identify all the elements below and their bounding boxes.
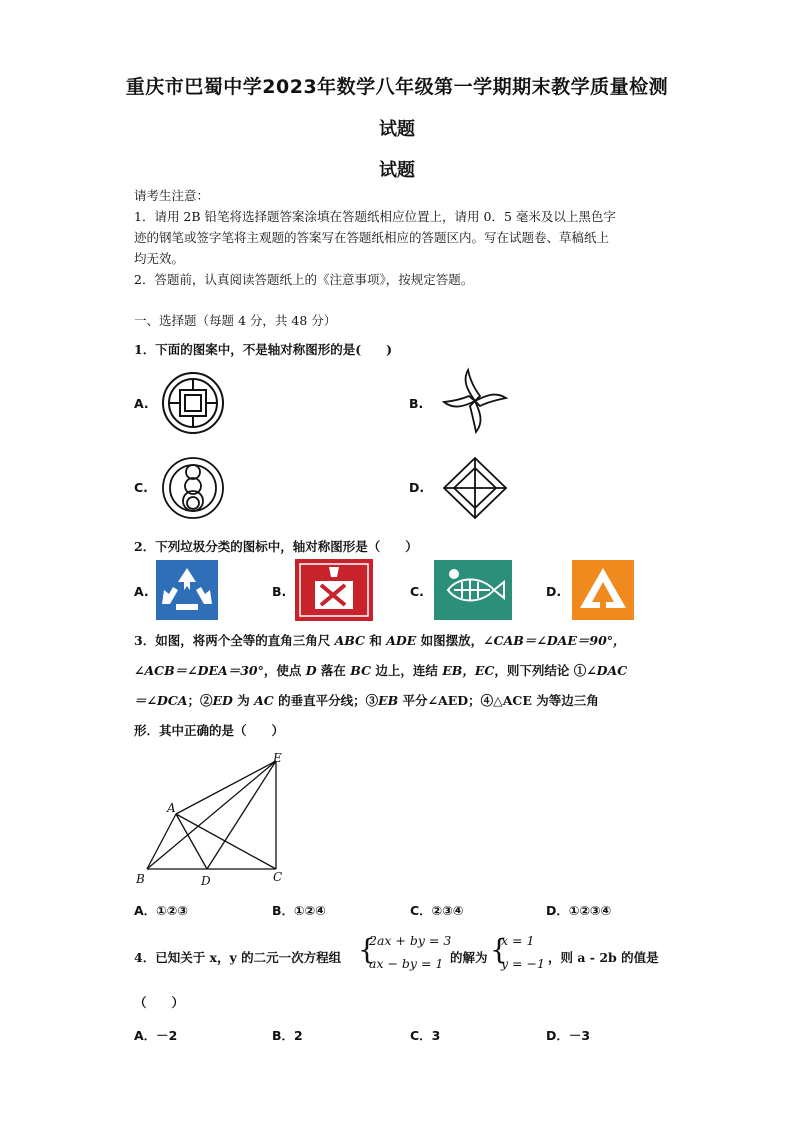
question-4-stem-c: ，则 a - 2b 的值是 bbox=[548, 950, 659, 965]
point-label-b: B bbox=[136, 872, 145, 886]
coin-icon bbox=[160, 370, 226, 436]
q4-option-b: B．2 bbox=[272, 1028, 303, 1043]
point-label-a: A bbox=[167, 801, 176, 815]
q1-option-c-label: C. bbox=[134, 480, 148, 495]
q1-option-b-label: B. bbox=[409, 396, 424, 411]
notice-line: 均无效。 bbox=[134, 251, 185, 266]
q1-option-d-label: D. bbox=[409, 480, 425, 495]
pinwheel-icon bbox=[440, 366, 510, 436]
point-label-c: C bbox=[273, 870, 283, 884]
q2-option-b-label: B. bbox=[272, 584, 287, 599]
page-title: 重庆市巴蜀中学2023年数学八年级第一学期期末教学质量检测 bbox=[125, 76, 669, 98]
segment-be bbox=[147, 761, 276, 869]
other-waste-icon bbox=[572, 560, 634, 620]
diamond-icon bbox=[442, 456, 508, 520]
question-4-answer-paren: （ ） bbox=[134, 995, 185, 1010]
q3-option-a: A．①②③ bbox=[134, 903, 188, 918]
brace-left: { bbox=[490, 933, 508, 966]
question-1-stem: 1．下面的图案中，不是轴对称图形的是( ) bbox=[134, 342, 393, 357]
segment-ba bbox=[147, 814, 176, 869]
q3-option-d: D．①②③④ bbox=[546, 903, 612, 918]
notice-line: 2．答题前，认真阅读答题纸上的《注意事项》，按规定答题。 bbox=[134, 272, 474, 287]
q4-option-a: A．－2 bbox=[134, 1028, 178, 1043]
q2-option-c-label: C. bbox=[410, 584, 424, 599]
q4-option-d: D．－3 bbox=[546, 1028, 591, 1043]
question-3-line: 形．其中正确的是（ ） bbox=[134, 723, 285, 738]
q3-option-c: C．②③④ bbox=[410, 903, 464, 918]
question-3-line: ＝∠DCA；②ED 为 AC 的垂直平分线；③EB 平分∠AED；④△ACE 为等边三角 bbox=[134, 693, 599, 708]
brace-left: { bbox=[358, 933, 376, 966]
page-subtitle: 试题 bbox=[379, 119, 415, 140]
hazard-icon bbox=[295, 559, 373, 621]
notice-line: 迹的钢笔或签字笔将主观题的答案写在答题纸相应的答题区内。写在试题卷、草稿纸上 bbox=[134, 230, 610, 245]
segment-de bbox=[207, 761, 276, 869]
page-subtitle-repeat: 试题 bbox=[379, 160, 415, 181]
q2-option-d-label: D. bbox=[546, 584, 562, 599]
segment-ae bbox=[176, 761, 276, 814]
q2-option-a-label: A. bbox=[134, 584, 149, 599]
point-label-d: D bbox=[201, 874, 211, 888]
solution-x: x = 1 bbox=[501, 933, 535, 948]
section-heading: 一、选择题（每题 4 分，共 48 分） bbox=[134, 313, 337, 328]
q1-option-a-label: A. bbox=[134, 396, 149, 411]
solution-y: y = −1 bbox=[501, 956, 545, 971]
notice-heading: 请考生注意： bbox=[134, 188, 210, 203]
equation-1: 2ax + by = 3 bbox=[369, 933, 452, 948]
question-4-stem-a: 4．已知关于 x，y 的二元一次方程组 bbox=[134, 950, 342, 965]
triangle-figure bbox=[130, 748, 295, 888]
q3-option-b: B．①②④ bbox=[272, 903, 326, 918]
stacked-circles-icon bbox=[160, 455, 226, 521]
equation-2: ax − by = 1 bbox=[369, 956, 444, 971]
question-3-line: 3．如图，将两个全等的直角三角尺 ABC 和 ADE 如图摆放，∠CAB＝∠DAE＝90°， bbox=[134, 633, 626, 648]
kitchen-waste-icon bbox=[434, 560, 512, 620]
question-3-line: ∠ACB＝∠DEA＝30°，使点 D 落在 BC 边上，连结 EB，EC，则下列结论 ①∠DAC bbox=[134, 663, 628, 678]
question-2-stem: 2．下列垃圾分类的图标中，轴对称图形是（ ） bbox=[134, 539, 418, 554]
q4-option-c: C．3 bbox=[410, 1028, 441, 1043]
recycle-icon bbox=[156, 560, 218, 620]
point-label-e: E bbox=[273, 751, 282, 765]
question-4-stem-b: 的解为 bbox=[450, 950, 488, 965]
notice-line: 1．请用 2B 铅笔将选择题答案涂填在答题纸相应位置上，请用 0．5 毫米及以上黑色字 bbox=[134, 209, 616, 224]
